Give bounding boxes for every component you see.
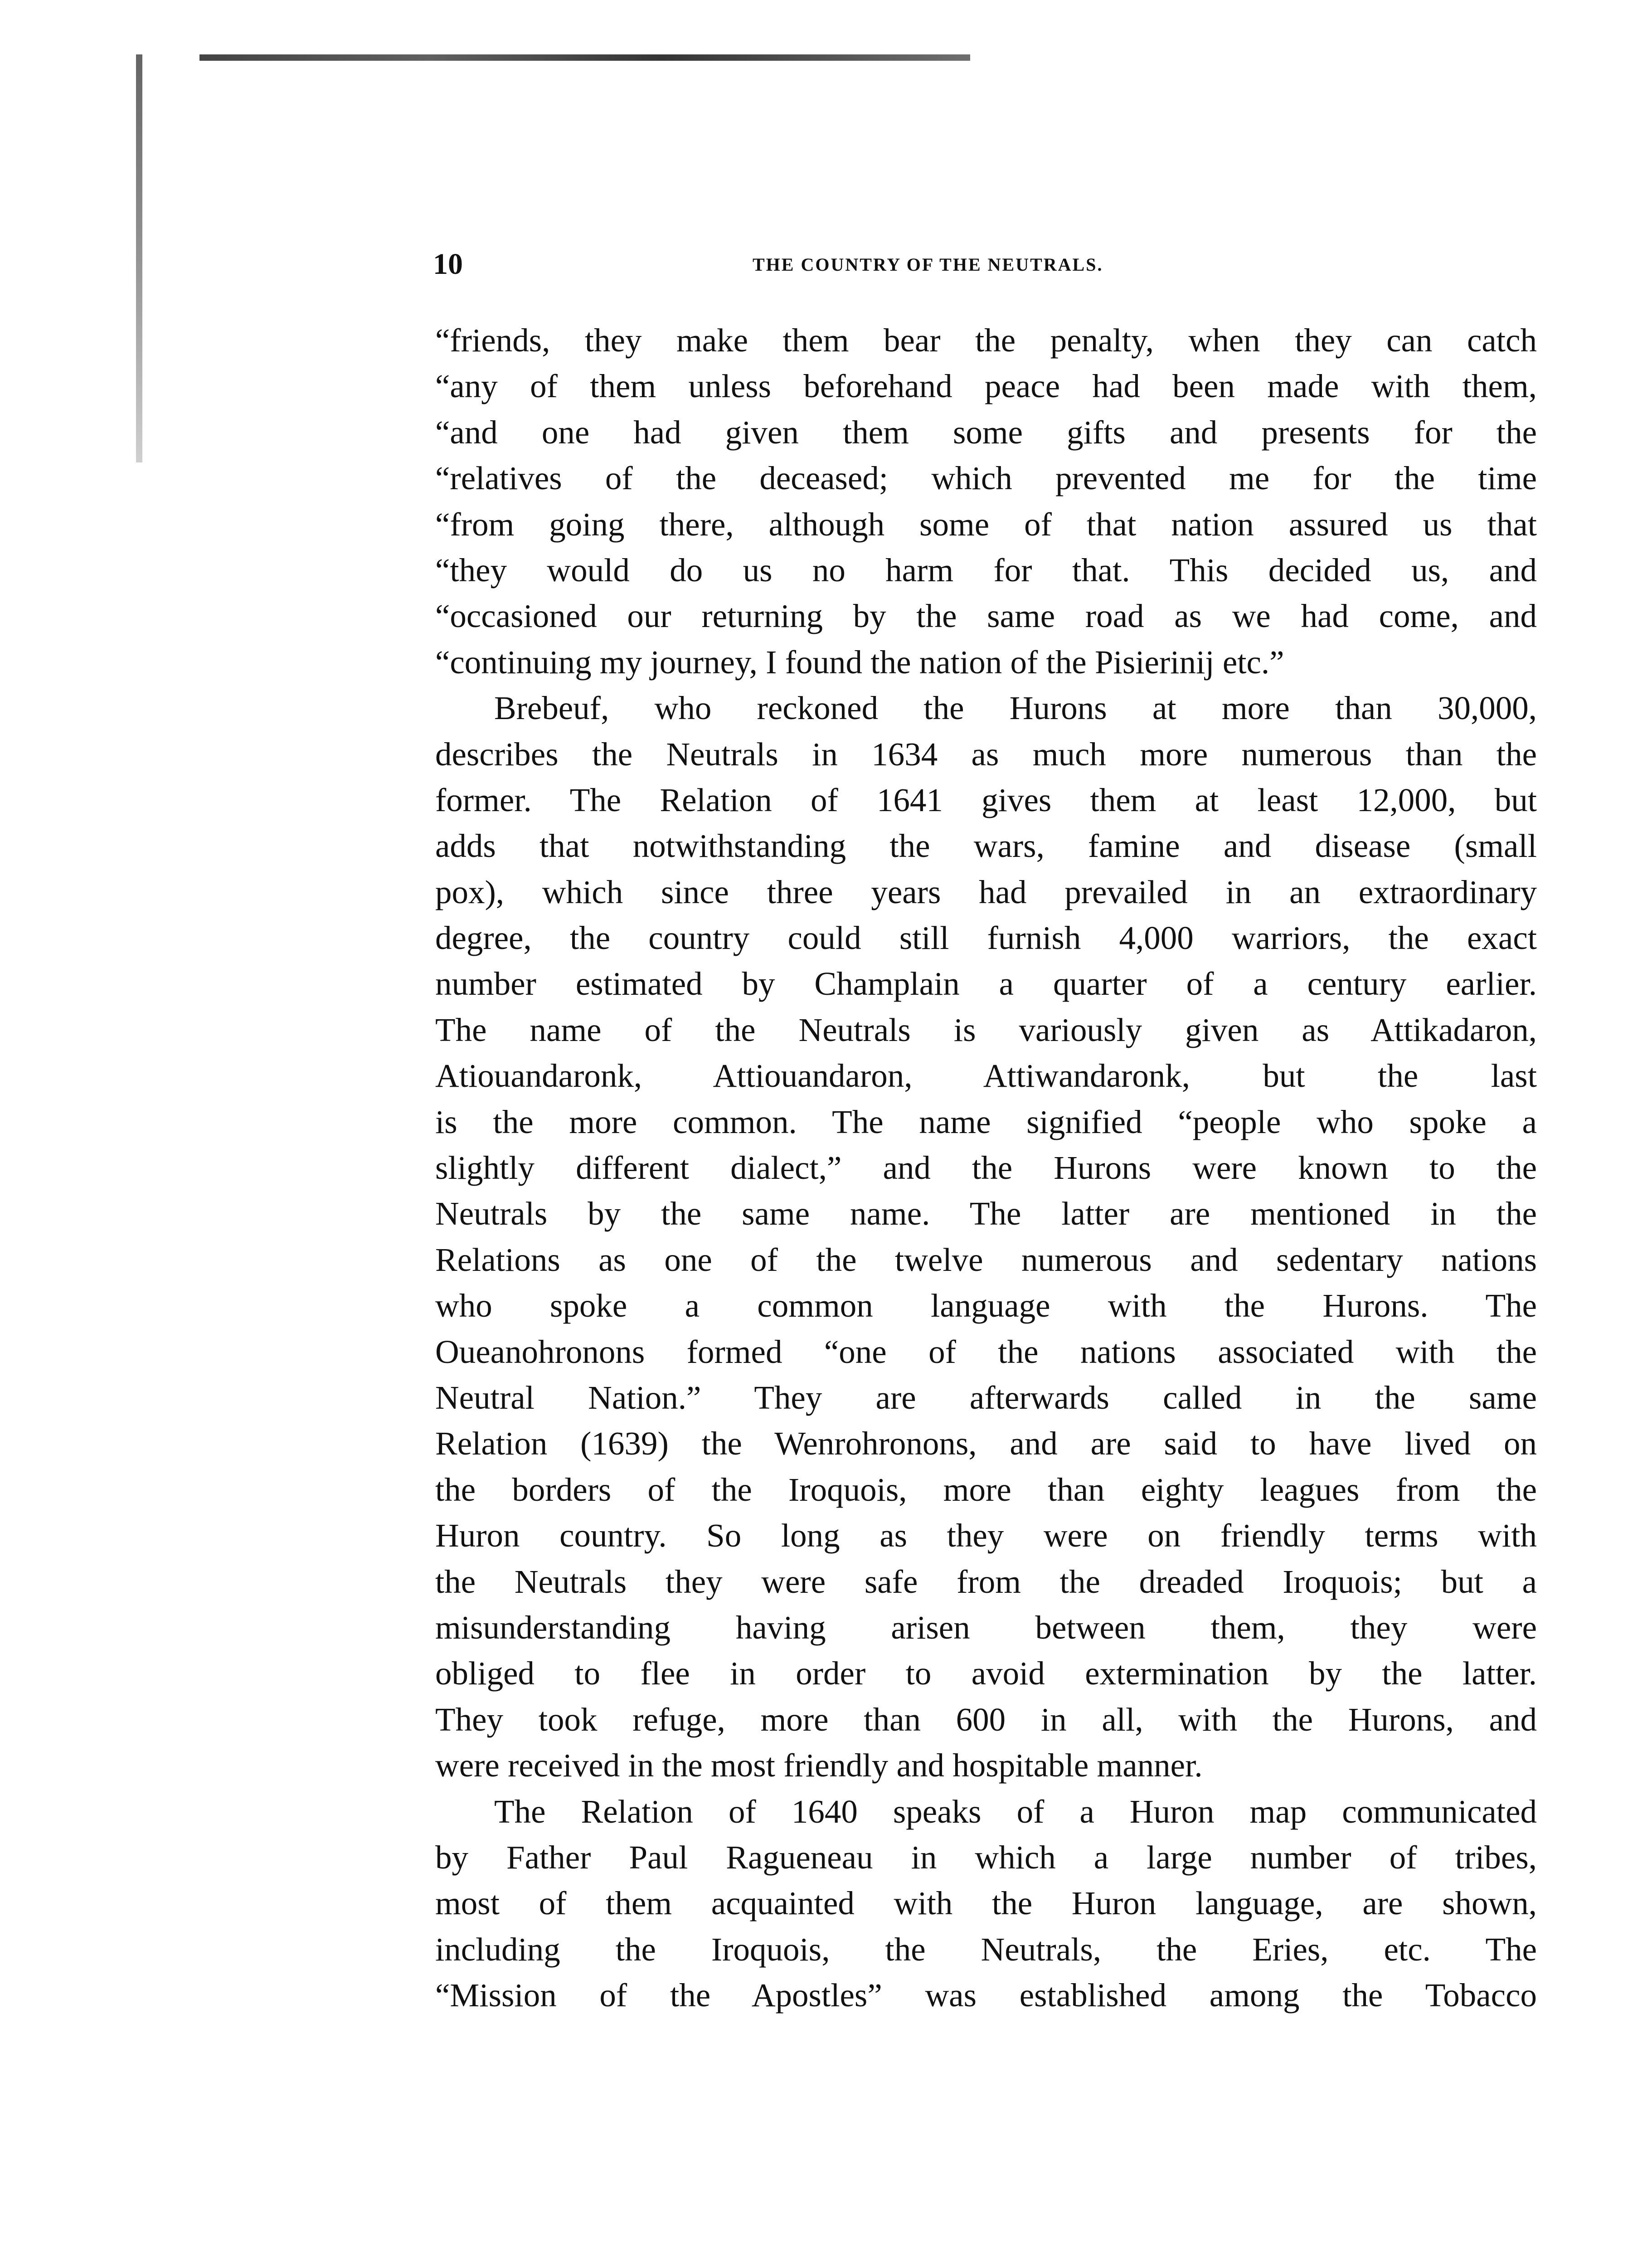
text-line: were received in the most friendly and hospitable manner.: [435, 1747, 1203, 1784]
text-line: Relation (1639) the Wenrohronons, and are said to have lived on: [435, 1425, 1537, 1462]
text-line: “Mission of the Apostles” was established among the Tobacco: [435, 1977, 1537, 2014]
text-line: misunderstanding having arisen between them, they were: [435, 1609, 1537, 1646]
text-line: obliged to flee in order to avoid extermination by the latter.: [435, 1655, 1537, 1692]
text-line: the Neutrals they were safe from the dreaded Iroquois; but a: [435, 1563, 1537, 1600]
text-line: Neutrals by the same name. The latter are mentioned in the: [435, 1195, 1537, 1232]
text-line: “any of them unless beforehand peace had been made with them,: [435, 368, 1537, 405]
text-line: “and one had given them some gifts and presents for the: [435, 414, 1537, 451]
body-text: [435, 317, 1537, 2018]
text-line: They took refuge, more than 600 in all, with the Hurons, and: [435, 1701, 1537, 1738]
text-line: pox), which since three years had prevailed in an extraordinary: [435, 873, 1537, 910]
text-line: Brebeuf, who reckoned the Hurons at more than 30,000,: [494, 690, 1537, 727]
text-line: “friends, they make them bear the penalty, when they can catch: [435, 322, 1537, 359]
text-line: Atiouandaronk, Attiouandaron, Attiwandaronk, but the last: [435, 1057, 1537, 1095]
scan-edge-top: [199, 54, 970, 61]
running-head: THE COUNTRY OF THE NEUTRALS.: [753, 254, 1103, 275]
text-line: “continuing my journey, I found the nation of the Pisierinij etc.”: [435, 643, 1284, 681]
scan-edge-left: [136, 54, 142, 462]
text-line: former. The Relation of 1641 gives them at least 12,000, but: [435, 781, 1537, 818]
text-line: Oueanohronons formed “one of the nations associated with the: [435, 1333, 1537, 1370]
text-line: “from going there, although some of that nation assured us that: [435, 506, 1537, 543]
text-line: degree, the country could still furnish 4,000 warriors, the exact: [435, 919, 1537, 957]
text-line: Huron country. So long as they were on friendly terms with: [435, 1517, 1537, 1554]
text-line: The name of the Neutrals is variously given as Attikadaron,: [435, 1011, 1537, 1048]
text-line: including the Iroquois, the Neutrals, the Eries, etc. The: [435, 1931, 1537, 1968]
text-line: most of them acquainted with the Huron language, are shown,: [435, 1885, 1537, 1922]
text-line: “relatives of the deceased; which prevented me for the time: [435, 460, 1537, 497]
text-line: the borders of the Iroquois, more than eighty leagues from the: [435, 1471, 1537, 1508]
page-number: 10: [433, 248, 463, 281]
text-line: Relations as one of the twelve numerous and sedentary nations: [435, 1241, 1537, 1278]
text-line: “they would do us no harm for that. This decided us, and: [435, 551, 1537, 589]
text-line: “occasioned our returning by the same road as we had come, and: [435, 598, 1537, 635]
text-line: is the more common. The name signified “people who spoke a: [435, 1103, 1537, 1140]
text-line: slightly different dialect,” and the Hurons were known to the: [435, 1149, 1537, 1187]
text-line: number estimated by Champlain a quarter of a century earlier.: [435, 965, 1537, 1002]
text-line: who spoke a common language with the Hurons. The: [435, 1287, 1537, 1324]
text-line: Neutral Nation.” They are afterwards called in the same: [435, 1379, 1537, 1416]
text-line: adds that notwithstanding the wars, famine and disease (small: [435, 827, 1537, 865]
text-line: The Relation of 1640 speaks of a Huron map communicated: [494, 1793, 1537, 1830]
text-line: by Father Paul Ragueneau in which a large number of tribes,: [435, 1839, 1537, 1876]
text-line: describes the Neutrals in 1634 as much more numerous than the: [435, 735, 1537, 773]
